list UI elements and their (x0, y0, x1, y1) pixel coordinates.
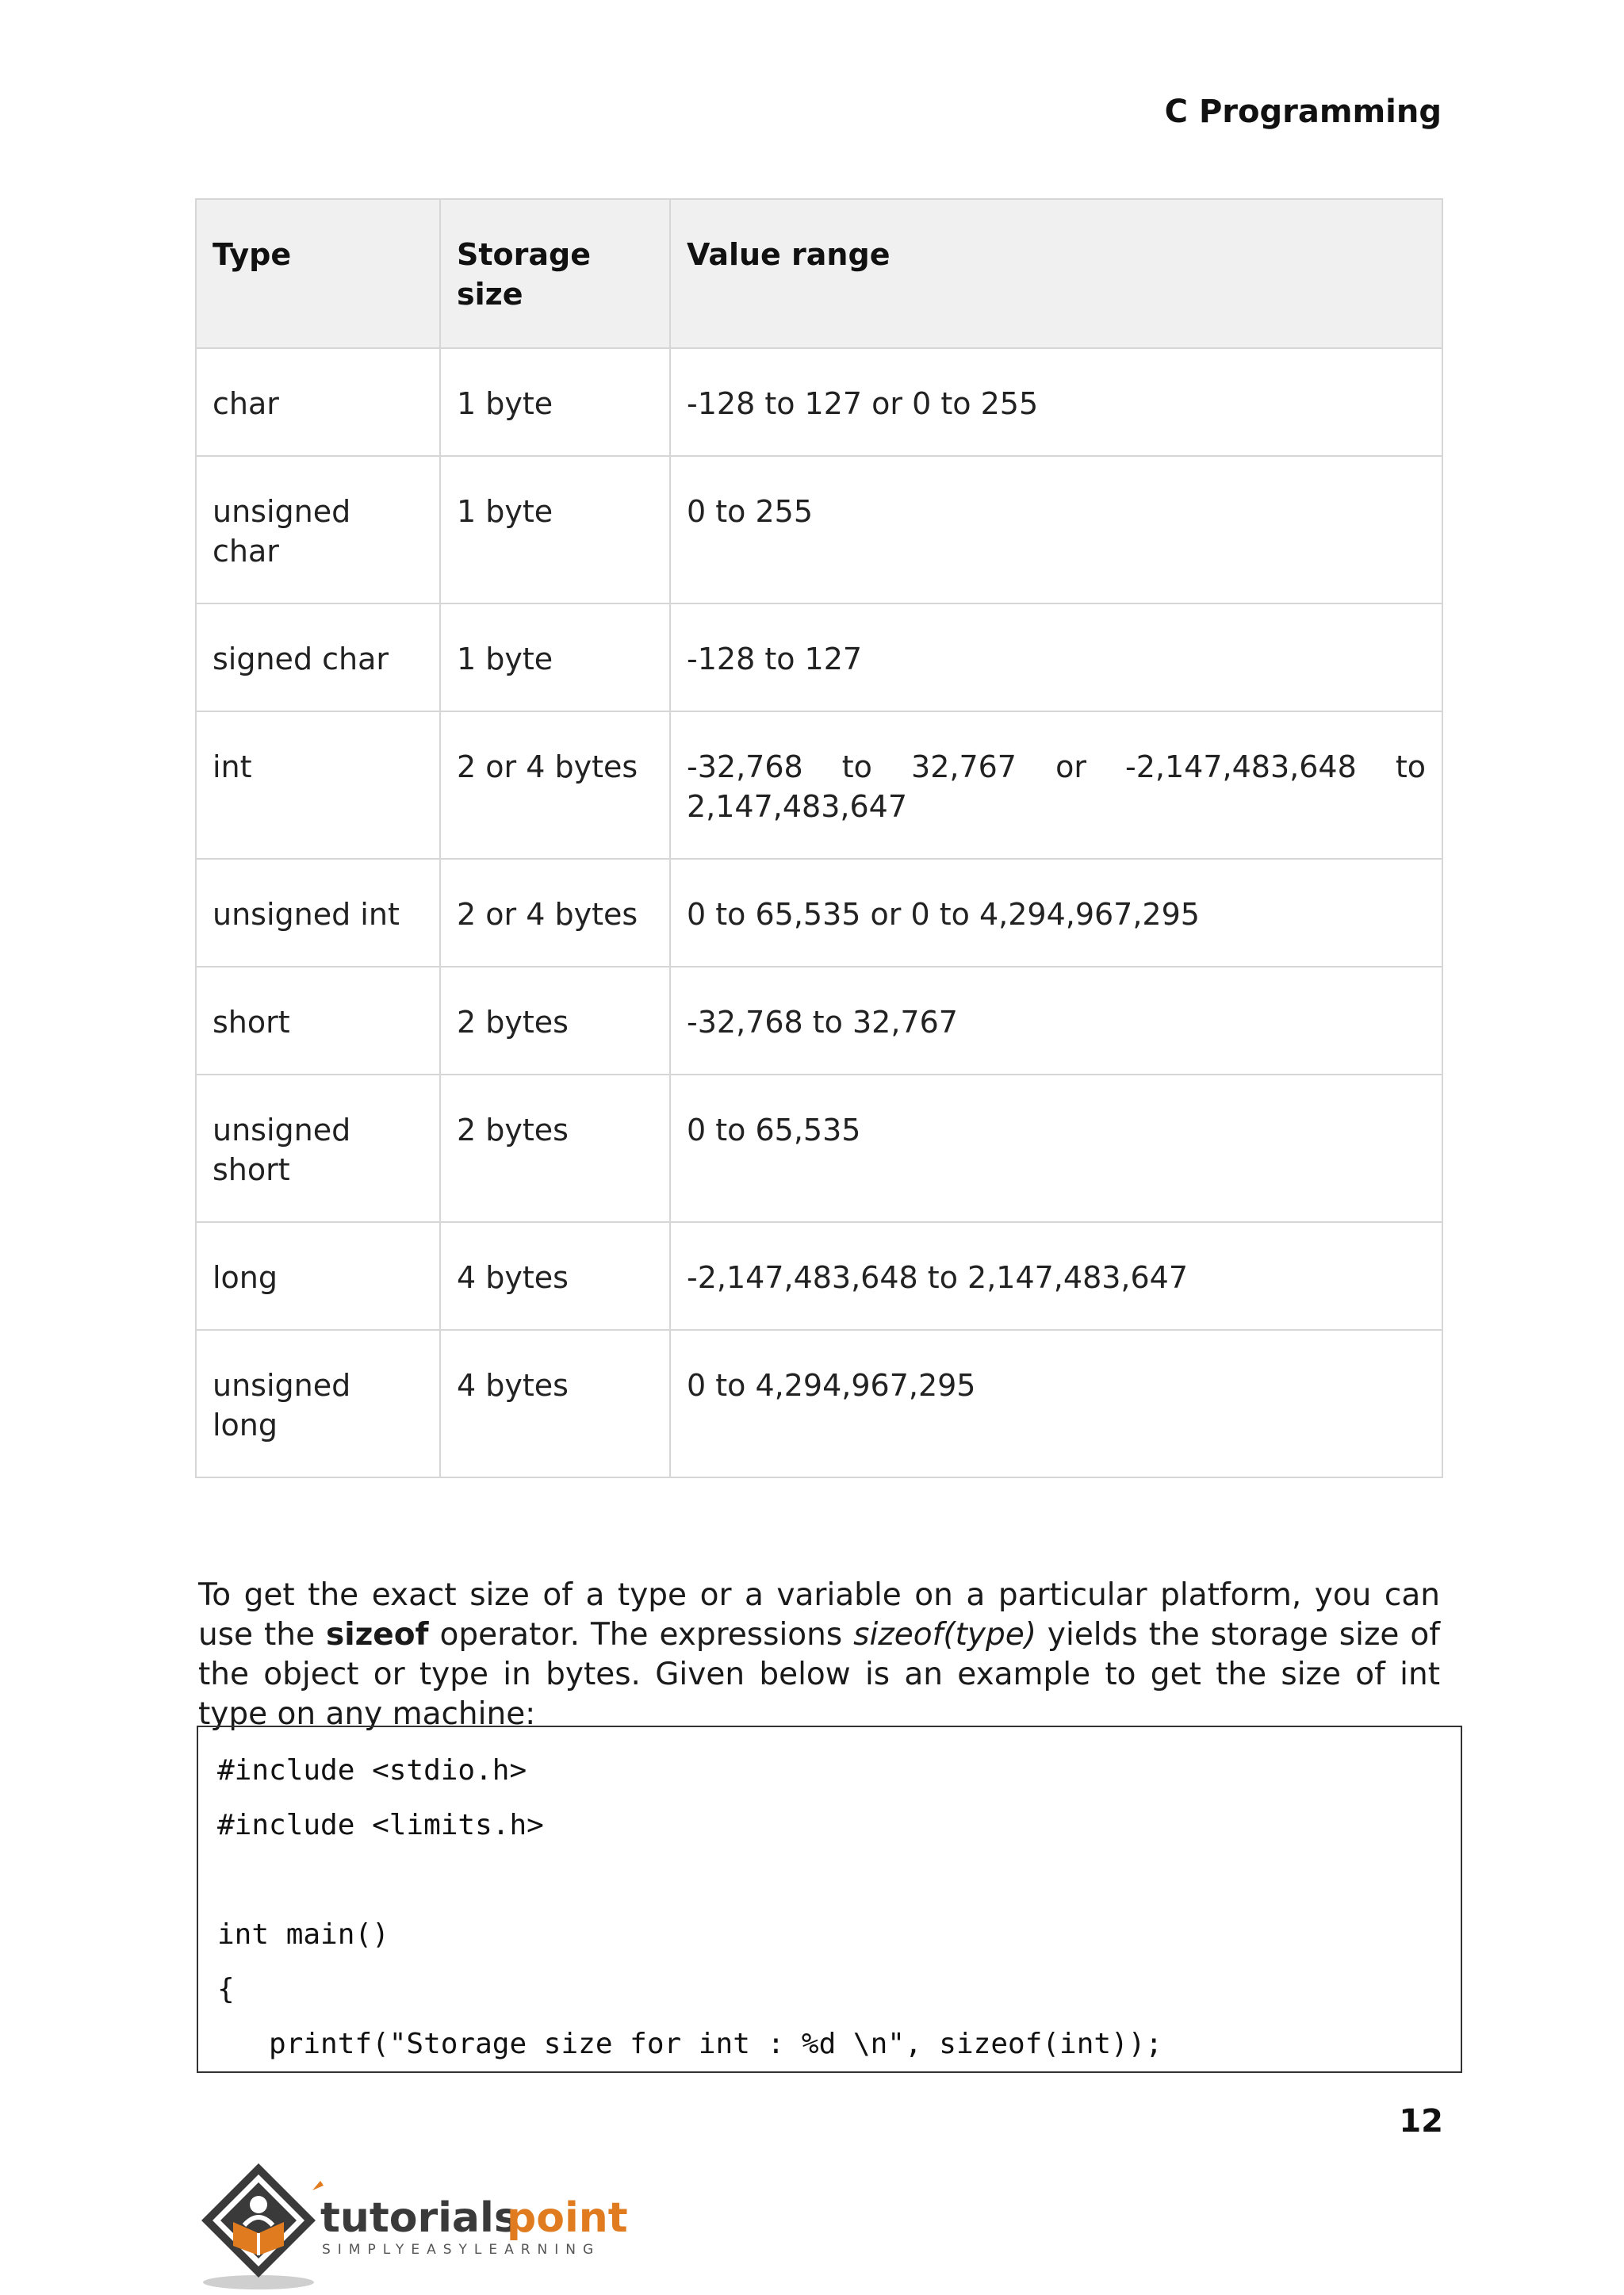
value-range-cell: 0 to 65,535 or 0 to 4,294,967,295 (670, 859, 1442, 967)
page-number: 12 (1399, 2103, 1443, 2140)
type-cell: short (196, 967, 440, 1075)
value-range-cell: 0 to 65,535 (670, 1075, 1442, 1222)
value-range-cell (670, 711, 1442, 859)
table-row (196, 603, 1442, 711)
body-paragraph (198, 1576, 1440, 1734)
code-line: printf("Storage size for int : %d \n", sizeof(int)); (217, 2028, 1163, 2060)
table-row (196, 967, 1442, 1075)
value-range-cell: 0 to 255 (670, 456, 1442, 603)
storage-size-cell: 1 byte (440, 603, 670, 711)
storage-size-cell: 2 bytes (440, 1075, 670, 1222)
code-block (197, 1726, 1462, 2073)
code-line (217, 1852, 1442, 1907)
table-row (196, 1222, 1442, 1330)
running-header: C Programming (1164, 94, 1442, 130)
column-header-type: Type (196, 199, 440, 348)
type-cell: long (196, 1222, 440, 1330)
value-range-cell: -32,768 to 32,767 (670, 967, 1442, 1075)
type-cell: char (196, 348, 440, 456)
storage-size-cell: 1 byte (440, 456, 670, 603)
paragraph-text: To get the exact size of a type or a variable on a particular platform, you can use the (198, 1577, 1440, 1653)
sizeof-keyword: sizeof (325, 1617, 429, 1653)
storage-size-cell: 2 bytes (440, 967, 670, 1075)
storage-size-cell: 4 bytes (440, 1330, 670, 1477)
table-row (196, 711, 1442, 859)
value-range-cell: 0 to 4,294,967,295 (670, 1330, 1442, 1477)
column-header-value-range: Value range (670, 199, 1442, 348)
table-row (196, 1075, 1442, 1222)
value-range-line: 2,147,483,647 (687, 789, 908, 824)
logo-word-point: point (507, 2194, 628, 2242)
storage-size-cell: 4 bytes (440, 1222, 670, 1330)
paragraph-text: yields the storage size of the object or type in bytes. Given below is an example to get the size of int type on any machine: (198, 1617, 1440, 1732)
storage-size-cell: 2 or 4 bytes (440, 711, 670, 859)
value-range-line: -32,768 to 32,767 or -2,147,483,648 to (687, 749, 1426, 784)
sizeof-expression: sizeof(type) (853, 1617, 1036, 1653)
table-row (196, 456, 1442, 603)
type-cell: signed char (196, 603, 440, 711)
paragraph-text: operator. The expressions (428, 1617, 854, 1653)
storage-size-cell: 2 or 4 bytes (440, 859, 670, 967)
type-cell: unsigned int (196, 859, 440, 967)
logo-tagline: SIMPLYEASYLEARNING (322, 2242, 601, 2258)
table-row (196, 348, 1442, 456)
code-line: #include <stdio.h> (217, 1754, 527, 1787)
code-line: #include <limits.h> (217, 1809, 544, 1841)
code-line: int main() (217, 1918, 389, 1951)
type-cell: unsigned char (196, 456, 440, 603)
table-row (196, 1330, 1442, 1477)
tutorialspoint-logo (195, 2157, 639, 2292)
data-types-table (195, 198, 1443, 1478)
storage-size-cell: 1 byte (440, 348, 670, 456)
table-row (196, 859, 1442, 967)
type-cell: int (196, 711, 440, 859)
type-cell: unsigned long (196, 1330, 440, 1477)
value-range-cell: -128 to 127 (670, 603, 1442, 711)
type-cell: unsigned short (196, 1075, 440, 1222)
logo-word-tutorials: tutorials (320, 2194, 519, 2242)
value-range-cell: -128 to 127 or 0 to 255 (670, 348, 1442, 456)
code-line: { (217, 1973, 235, 2006)
table-header-row (196, 199, 1442, 348)
value-range-cell: -2,147,483,648 to 2,147,483,647 (670, 1222, 1442, 1330)
logo-person-icon (250, 2196, 267, 2213)
column-header-storage-size: Storage size (440, 199, 670, 348)
